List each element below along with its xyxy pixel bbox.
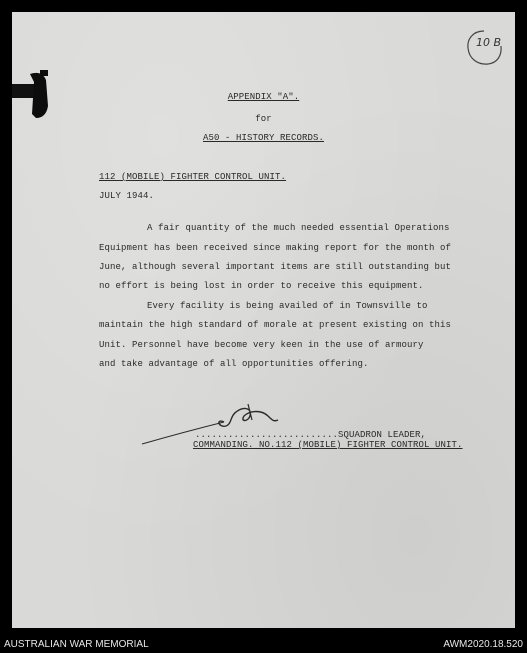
appendix-heading: APPENDIX "A". [227,92,300,102]
footer-accession-number: AWM2020.18.520 [443,639,523,650]
page-number-mark: 10 B [476,36,502,49]
signature-rank: ..........................SQUADRON LEADER, [195,430,427,440]
paragraph2-line: Unit. Personnel have become very keen in the use of armoury [99,340,424,350]
paragraph1-line: June, although several important items are still outstanding but [99,262,452,272]
unit-name: 112 (MOBILE) FIGHTER CONTROL UNIT. [99,172,287,182]
footer-institution: AUSTRALIAN WAR MEMORIAL [4,639,149,650]
report-date: JULY 1944. [99,191,155,201]
paragraph1-line: no effort is being lost in order to receive this equipment. [99,281,424,291]
paragraph2-line: Every facility is being availed of in Townsville to [147,301,428,311]
signature-title: COMMANDING. NO.112 (MOBILE) FIGHTER CONTROL UNIT. [193,440,463,450]
paragraph1-line: A fair quantity of the much needed essential Operations [147,223,450,233]
history-records-heading: A50 - HISTORY RECORDS. [202,133,325,143]
paragraph2-line: and take advantage of all opportunities offering. [99,359,369,369]
heading-for: for [255,114,272,124]
paragraph2-line: maintain the high standard of morale at present existing on this [99,320,452,330]
paragraph1-line: Equipment has been received since making report for the month of [99,243,452,253]
